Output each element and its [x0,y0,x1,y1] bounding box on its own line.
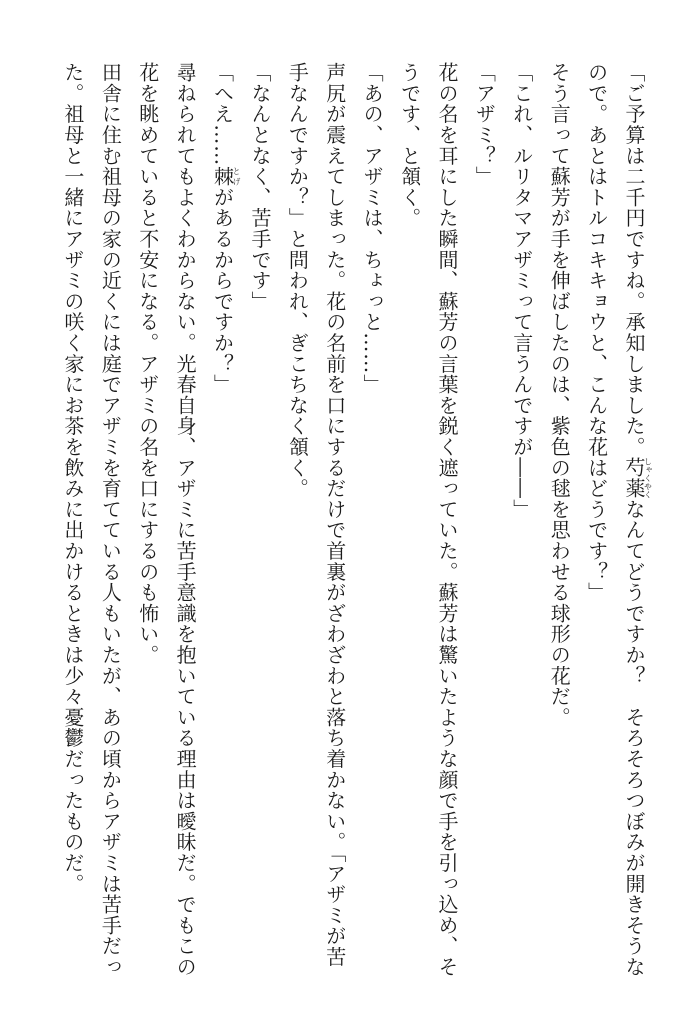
paragraph: 尋ねられてもよくわからない。光春自身、アザミに苦手意識を抱いている理由は曖昧だ。でもこの花を眺めていると不安になる。アザミの名を口にするのも怖い。 [135,62,198,978]
body-text [54,62,653,982]
paragraph: 花の名を耳にした瞬間、蘇芳の言葉を鋭く遮っていた。蘇芳は驚いたような顔で手を引っ込め、そうです、と頷く。 [397,62,459,978]
paragraph: 声尻が震えてしまった。花の名前を口にするだけで首裏がざわざわと落ち着かない。「アザミが苦手なんですか？」と問われ、ぎこちなく頷く。 [285,62,347,968]
paragraph-text: があるからですか？」 [210,186,235,395]
ruby-reading: しゃくやく [643,457,653,499]
paragraph: そう言って蘇芳が手を伸ばしたのは、紫色の毬を思わせる球形の花だ。 [547,62,572,728]
ruby-reading: とげ [232,166,242,187]
ruby-base: 棘 [210,166,235,187]
paragraph: 「あの、アザミは、ちょっと……」 [360,62,385,395]
paragraph: 「これ、ルリタマアザミって言うんですが――」 [509,62,534,520]
paragraph: 「なんとなく、苦手です」 [247,62,272,312]
ruby-shakuyaku [622,457,653,499]
paragraph: 「アザミ？」 [472,62,497,187]
paragraph: 田舎に住む祖母の家の近くには庭でアザミを育てている人もいたが、あの頃からアザミは苦手だった。祖母と一緒にアザミの咲く家にお茶を飲みに出かけるときは少々憂鬱だったものだ。 [60,62,123,978]
paragraph-text: なんてどうですか？ そろそろつぼみが開きそうなので。あとはトルコキキョウと、こんな花はどうです？」 [584,62,646,978]
paragraph-text: 「へえ…… [210,62,235,166]
paragraph [203,62,240,982]
ruby-toge [210,166,242,187]
paragraph-text: 「ご予算は二千円ですね。承知しました。 [622,62,646,458]
ruby-base: 芍薬 [622,457,646,499]
paragraph [577,62,652,982]
